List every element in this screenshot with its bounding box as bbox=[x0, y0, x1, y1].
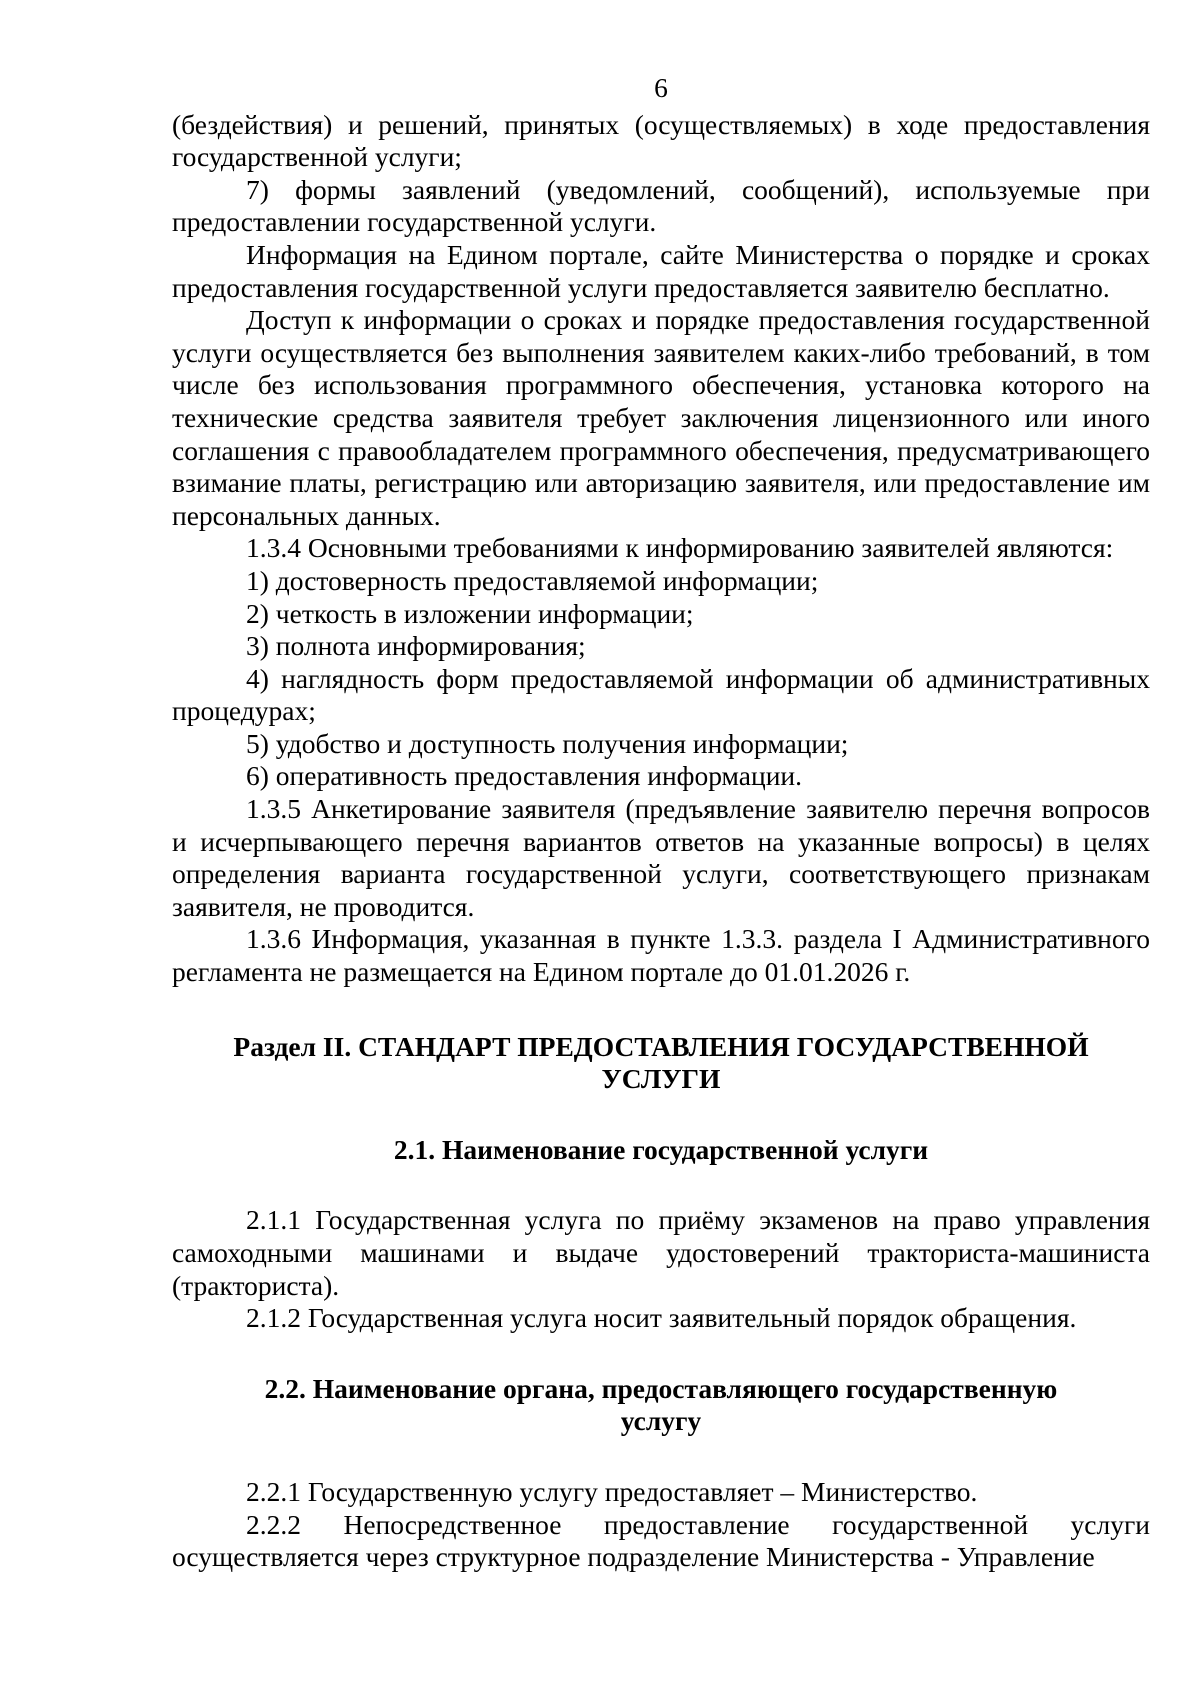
list-item-4: 4) наглядность форм предоставляемой информации об административных процедурах; bbox=[172, 662, 1150, 727]
paragraph-1-3-5: 1.3.5 Анкетирование заявителя (предъявление заявителю перечня вопросов и исчерпывающего перечня вариантов ответов на указанные вопросы) в целях определения варианта государственной услуги, соответствующего признакам заявителя, не проводится. bbox=[172, 793, 1150, 922]
list-item-3: 3) полнота информирования; bbox=[246, 630, 586, 662]
list-item-6: 6) оперативность предоставления информации. bbox=[246, 760, 803, 792]
paragraph-item-7: 7) формы заявлений (уведомлений, сообщений), используемые при предоставлении государственной услуги. bbox=[172, 173, 1150, 238]
paragraph-continuation: (бездействия) и решений, принятых (осуществляемых) в ходе предоставления государственной услуги; bbox=[172, 108, 1150, 173]
list-item-2: 2) четкость в изложении информации; bbox=[246, 597, 694, 629]
paragraph-1-3-4: 1.3.4 Основными требованиями к информированию заявителей являются: bbox=[246, 532, 1114, 564]
spacer bbox=[172, 1438, 1150, 1476]
page-number: 6 bbox=[654, 72, 668, 103]
paragraph-2-1-1: 2.1.1 Государственная услуга по приёму экзаменов на право управления самоходными машинами и выдаче удостоверений тракториста-машиниста (тракториста). bbox=[172, 1204, 1150, 1301]
section-heading: Раздел II. СТАНДАРТ ПРЕДОСТАВЛЕНИЯ ГОСУДАРСТВЕННОЙ УСЛУГИ bbox=[233, 1030, 1089, 1095]
subsection-heading-2-1: 2.1. Наименование государственной услуги bbox=[393, 1133, 929, 1165]
paragraph-2-1-2: 2.1.2 Государственная услуга носит заявительный порядок обращения. bbox=[246, 1302, 1077, 1334]
spacer bbox=[172, 1096, 1150, 1134]
spacer bbox=[172, 989, 1150, 1031]
spacer bbox=[172, 1335, 1150, 1373]
subsection-heading-2-2: 2.2. Наименование органа, предоставляющего государственную услугу bbox=[264, 1372, 1058, 1437]
list-item-5: 5) удобство и доступность получения информации; bbox=[246, 727, 849, 759]
spacer bbox=[172, 1166, 1150, 1204]
paragraph-1-3-6: 1.3.6 Информация, указанная в пункте 1.3.3. раздела I Административного регламента не размещается на Едином портале до 01.01.2026 г. bbox=[172, 923, 1150, 988]
paragraph-info-free: Информация на Едином портале, сайте Министерства о порядке и сроках предоставления государственной услуги предоставляется заявителю бесплатно. bbox=[172, 238, 1150, 303]
paragraph-2-2-2: 2.2.2 Непосредственное предоставление государственной услуги осуществляется через структурное подразделение Министерства - Управление bbox=[172, 1508, 1150, 1573]
paragraph-access: Доступ к информации о сроках и порядке предоставления государственной услуги осуществляется без выполнения заявителем каких-либо требований, в том числе без использования программного обеспечения, установка которого на технические средства заявителя требует заключения лицензионного или иного соглашения с правообладателем программного обеспечения, предусматривающего взимание платы, регистрацию или авторизацию заявителя, или предоставление им персональных данных. bbox=[172, 304, 1150, 531]
list-item-1: 1) достоверность предоставляемой информации; bbox=[246, 564, 819, 596]
paragraph-2-2-1: 2.2.1 Государственную услугу предоставляет – Министерство. bbox=[246, 1475, 978, 1507]
